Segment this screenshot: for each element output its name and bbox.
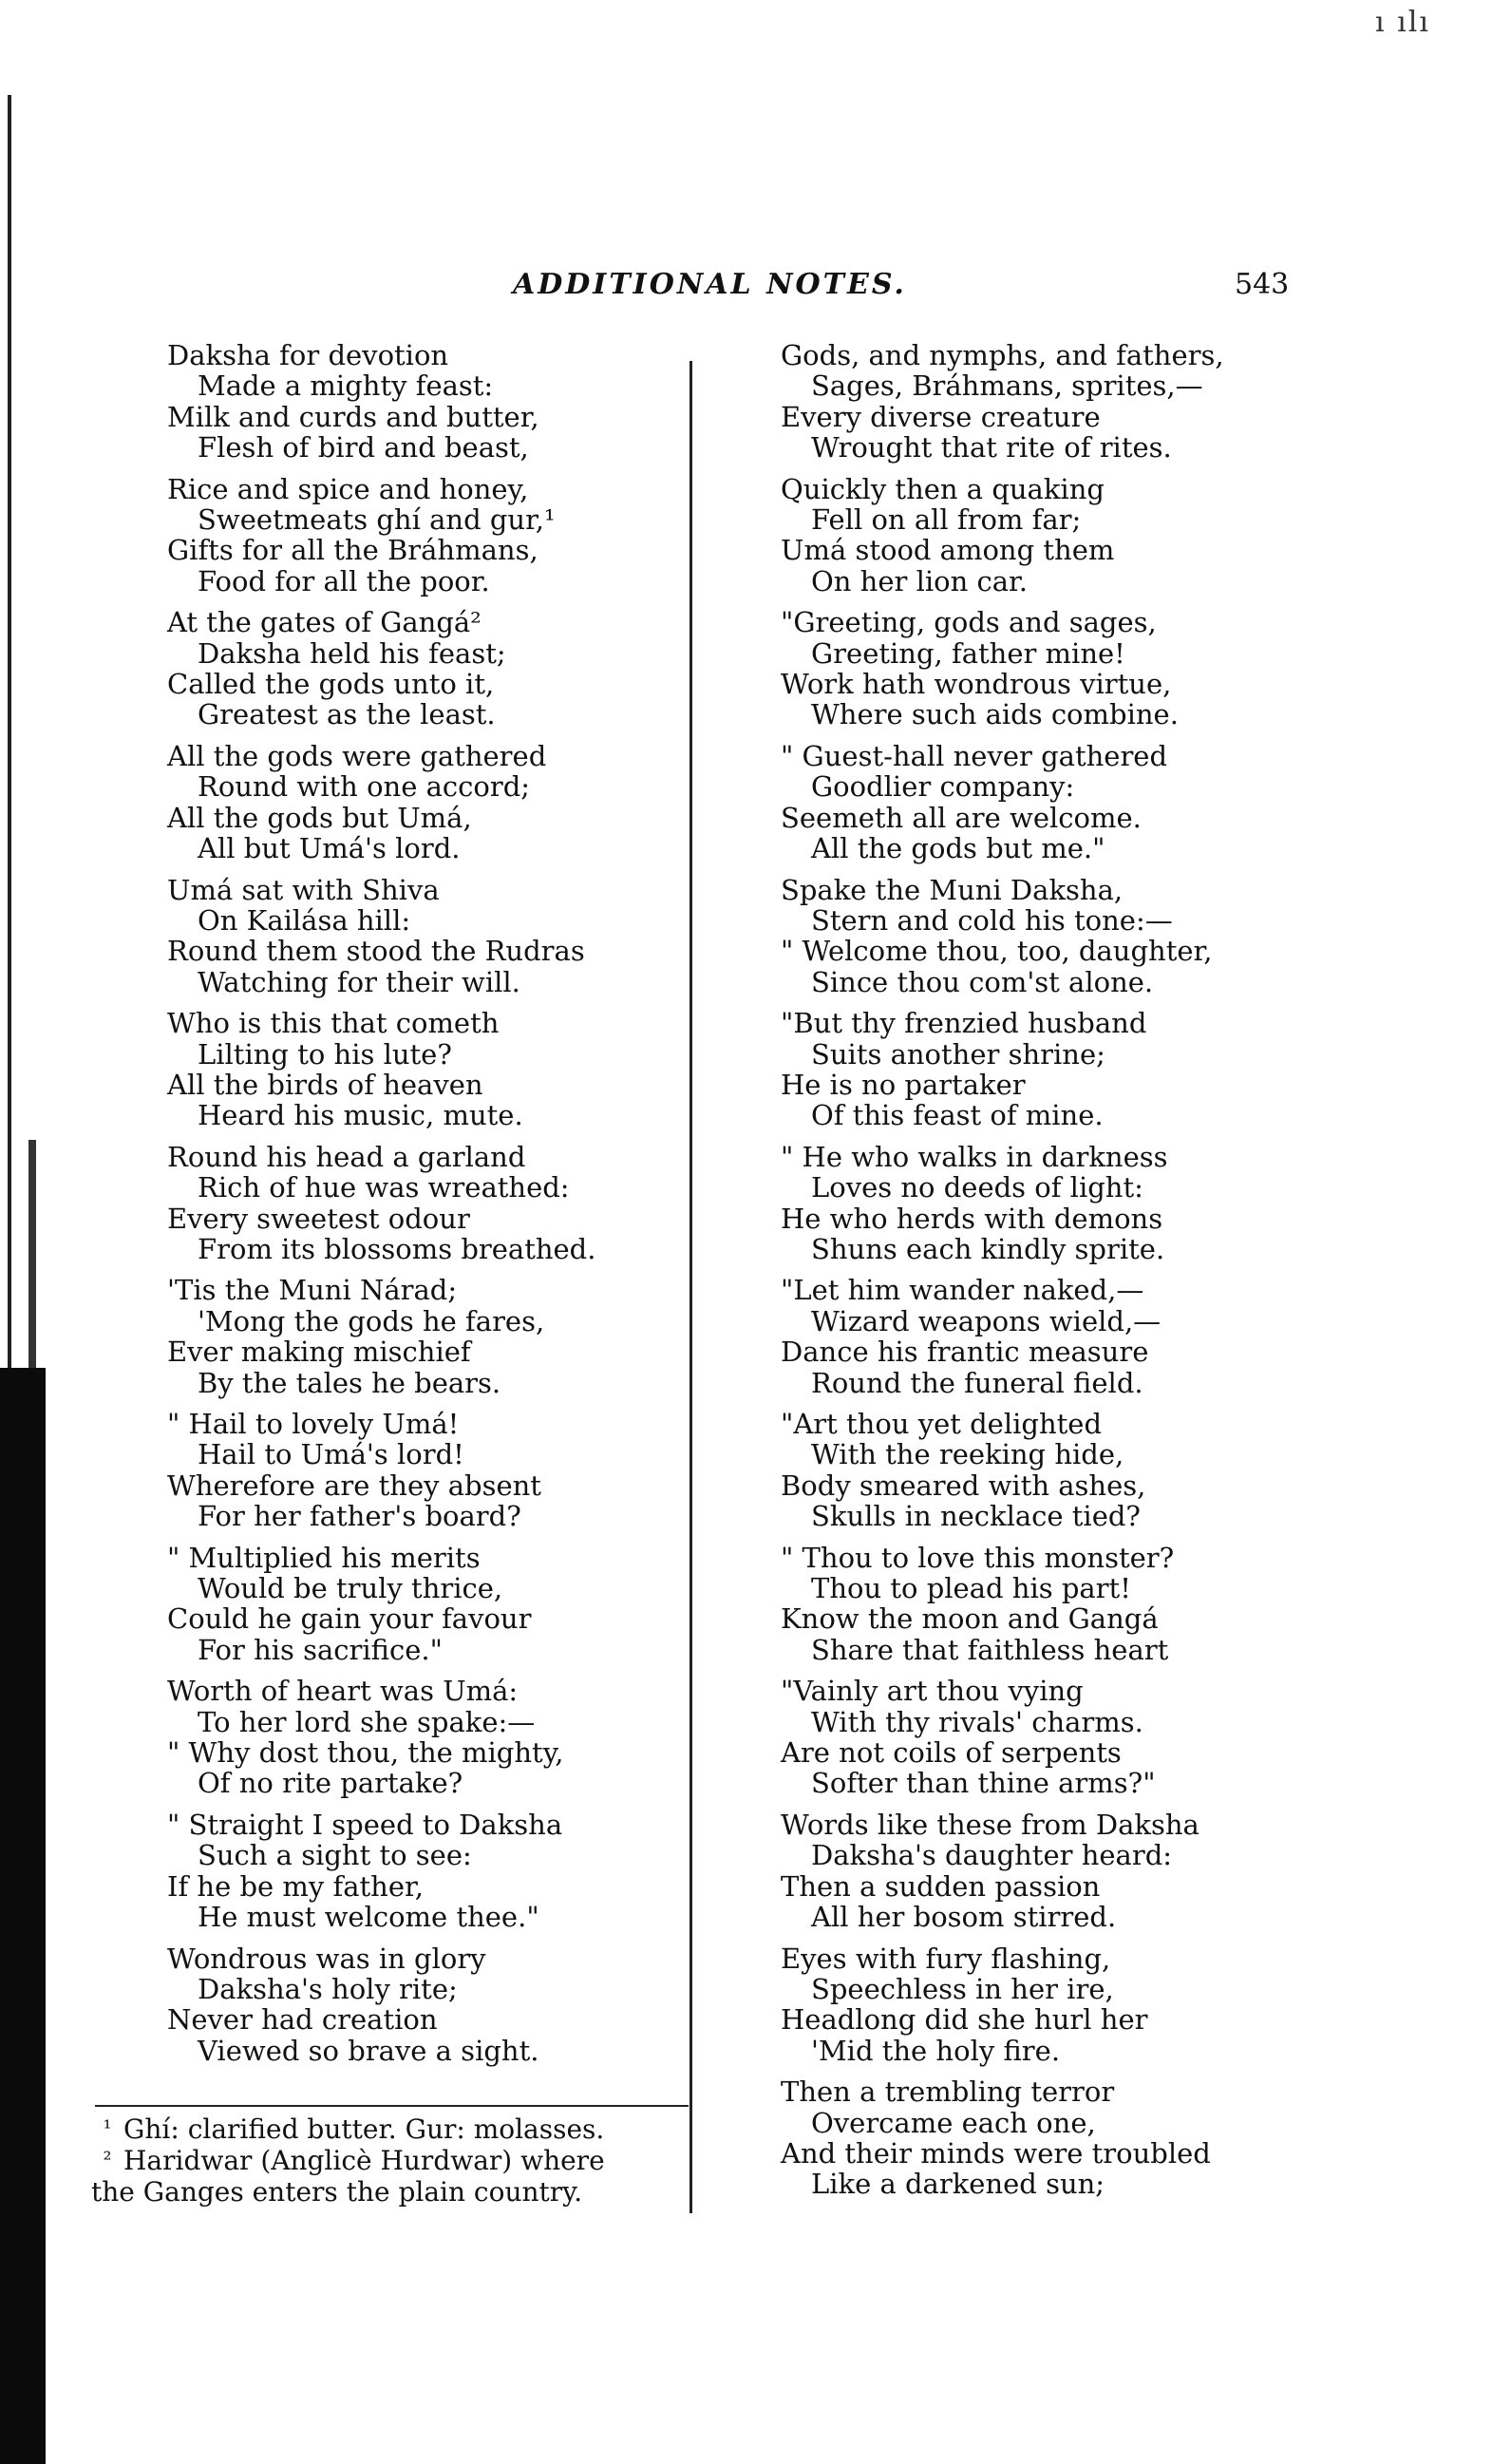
verse-line: Gods, and nymphs, and fathers, bbox=[781, 339, 1224, 371]
verse-line: Made a mighty feast: bbox=[198, 370, 494, 403]
stanza bbox=[167, 1008, 699, 1131]
verse-line: Gifts for all the Bráhmans, bbox=[167, 534, 538, 567]
verse-line: All the gods but me." bbox=[811, 832, 1105, 865]
verse-line: Wizard weapons wield,— bbox=[811, 1304, 1162, 1337]
binding-line bbox=[8, 95, 11, 1368]
verse-line: All the gods were gathered bbox=[167, 739, 547, 772]
verse-line: "But thy frenzied husband bbox=[781, 1007, 1147, 1040]
page-binding-edge bbox=[0, 0, 57, 2464]
verse-line: Never had creation bbox=[167, 2003, 438, 2037]
stanza bbox=[781, 340, 1350, 464]
stanza bbox=[167, 1543, 699, 1666]
verse-line: Of no rite partake? bbox=[198, 1767, 463, 1800]
verse-line: Then a sudden passion bbox=[781, 1869, 1101, 1903]
verse-line: With the reeking hide, bbox=[811, 1438, 1124, 1471]
verse-line: He must welcome thee." bbox=[198, 1901, 539, 1934]
verse-line: Daksha for devotion bbox=[167, 339, 449, 371]
verse-line: Of this feast of mine. bbox=[811, 1099, 1104, 1132]
verse-line: Greatest as the least. bbox=[198, 698, 496, 731]
stanza bbox=[167, 1142, 699, 1265]
verse-line: For her father's board? bbox=[198, 1500, 521, 1533]
running-title: ADDITIONAL NOTES. bbox=[513, 268, 907, 301]
verse-line: 'Mong the gods he fares, bbox=[198, 1304, 545, 1337]
verse-line: Stern and cold his tone:— bbox=[811, 903, 1173, 937]
verse-line: Shuns each kindly sprite. bbox=[811, 1232, 1165, 1265]
verse-line: He who herds with demons bbox=[781, 1202, 1163, 1235]
verse-line: Food for all the poor. bbox=[198, 564, 490, 597]
verse-line: Rich of hue was wreathed: bbox=[198, 1171, 570, 1204]
verse-line: Umá sat with Shiva bbox=[167, 873, 440, 906]
verse-line: Fell on all from far; bbox=[811, 503, 1082, 537]
left-poem-column bbox=[167, 340, 699, 2076]
verse-line: Where such aids combine. bbox=[811, 698, 1179, 731]
verse-line: Overcame each one, bbox=[811, 2106, 1096, 2139]
verse-line: Words like these from Daksha bbox=[781, 1808, 1199, 1841]
verse-line: " Thou to love this monster? bbox=[781, 1541, 1175, 1574]
verse-line: Are not coils of serpents bbox=[781, 1736, 1122, 1770]
stanza bbox=[781, 1943, 1350, 2067]
verse-line: " Guest-hall never gathered bbox=[781, 739, 1168, 772]
verse-line: Body smeared with ashes, bbox=[781, 1469, 1146, 1502]
verse-line: Daksha's holy rite; bbox=[198, 1972, 458, 2005]
verse-line: Greeting, father mine! bbox=[811, 636, 1125, 670]
verse-line: Share that faithless heart bbox=[811, 1633, 1169, 1666]
footnote-continuation: the Ganges enters the plain country. bbox=[91, 2176, 583, 2208]
verse-line: Would be truly thrice, bbox=[198, 1572, 503, 1605]
verse-line: Know the moon and Gangá bbox=[781, 1602, 1159, 1636]
verse-line: To her lord she spake:— bbox=[198, 1705, 536, 1738]
verse-line: Worth of heart was Umá: bbox=[167, 1675, 519, 1708]
verse-line: Softer than thine arms?" bbox=[811, 1767, 1156, 1800]
verse-line: "Art thou yet delighted bbox=[781, 1408, 1103, 1440]
verse-line: All the birds of heaven bbox=[167, 1068, 483, 1101]
verse-line: "Vainly art thou vying bbox=[781, 1675, 1084, 1708]
verse-line: Thou to plead his part! bbox=[811, 1572, 1131, 1605]
verse-line: " He who walks in darkness bbox=[781, 1140, 1168, 1173]
verse-line: Such a sight to see: bbox=[198, 1839, 472, 1872]
footnote-mark: ² bbox=[103, 2149, 112, 2172]
corner-mark: ı ılı bbox=[1375, 6, 1430, 39]
verse-line: Loves no deeds of light: bbox=[811, 1171, 1143, 1204]
page-number: 543 bbox=[1235, 268, 1290, 301]
verse-line: Speechless in her ire, bbox=[811, 1972, 1114, 2005]
stanza bbox=[167, 1275, 699, 1398]
verse-line: " Multiplied his merits bbox=[167, 1541, 481, 1574]
verse-line: Round with one accord; bbox=[198, 770, 531, 804]
verse-line: Like a darkened sun; bbox=[811, 2168, 1105, 2201]
stanza bbox=[781, 1142, 1350, 1265]
stanza bbox=[781, 1409, 1350, 1532]
verse-line: Eyes with fury flashing, bbox=[781, 1942, 1111, 1975]
verse-line: Called the gods unto it, bbox=[167, 668, 495, 701]
stanza bbox=[781, 2076, 1350, 2200]
verse-line: " Welcome thou, too, daughter, bbox=[781, 935, 1213, 968]
verse-line: On her lion car. bbox=[811, 564, 1028, 597]
verse-line: For his sacrifice." bbox=[198, 1633, 443, 1666]
footnote-text: Haridwar (Anglicè Hurdwar) where bbox=[123, 2145, 605, 2176]
footnote-rule bbox=[95, 2105, 689, 2107]
verse-line: At the gates of Gangá² bbox=[167, 606, 482, 639]
verse-line: Since thou com'st alone. bbox=[811, 965, 1154, 998]
verse-line: Every diverse creature bbox=[781, 400, 1101, 433]
verse-line: Goodlier company: bbox=[811, 770, 1075, 804]
verse-line: He is no partaker bbox=[781, 1068, 1026, 1101]
verse-line: Round them stood the Rudras bbox=[167, 935, 585, 968]
verse-line: Viewed so brave a sight. bbox=[198, 2034, 539, 2067]
stanza bbox=[781, 1676, 1350, 1799]
verse-line: "Greeting, gods and sages, bbox=[781, 606, 1157, 639]
binding-shadow bbox=[0, 1368, 46, 2464]
verse-line: Seemeth all are welcome. bbox=[781, 801, 1142, 834]
verse-line: Daksha held his feast; bbox=[198, 636, 506, 670]
stanza bbox=[781, 1543, 1350, 1666]
verse-line: Round his head a garland bbox=[167, 1140, 526, 1173]
verse-line: Flesh of bird and beast, bbox=[198, 431, 529, 464]
verse-line: Dance his frantic measure bbox=[781, 1336, 1149, 1369]
stanza bbox=[167, 607, 699, 730]
footnote bbox=[91, 2113, 689, 2145]
column-divider bbox=[689, 361, 692, 2213]
stanza bbox=[167, 875, 699, 998]
verse-line: If he be my father, bbox=[167, 1869, 424, 1903]
stanza bbox=[167, 1943, 699, 2067]
verse-line: Rice and spice and honey, bbox=[167, 472, 529, 505]
verse-line: Umá stood among them bbox=[781, 534, 1115, 567]
verse-line: Wherefore are they absent bbox=[167, 1469, 541, 1502]
verse-line: 'Mid the holy fire. bbox=[811, 2034, 1061, 2067]
stanza bbox=[781, 474, 1350, 597]
stanza bbox=[167, 1676, 699, 1799]
verse-line: Every sweetest odour bbox=[167, 1202, 470, 1235]
verse-line: Spake the Muni Daksha, bbox=[781, 873, 1124, 906]
stanza bbox=[167, 741, 699, 864]
footnotes bbox=[91, 2113, 689, 2208]
verse-line: Suits another shrine; bbox=[811, 1037, 1105, 1071]
verse-line: Then a trembling terror bbox=[781, 2075, 1115, 2109]
verse-line: Milk and curds and butter, bbox=[167, 400, 539, 433]
verse-line: Headlong did she hurl her bbox=[781, 2003, 1148, 2037]
stanza bbox=[781, 741, 1350, 864]
verse-line: " Hail to lovely Umá! bbox=[167, 1408, 460, 1440]
verse-line: Hail to Umá's lord! bbox=[198, 1438, 464, 1471]
stanza bbox=[167, 1409, 699, 1532]
verse-line: Sweetmeats ghí and gur,¹ bbox=[198, 503, 556, 537]
stanza bbox=[781, 1008, 1350, 1131]
verse-line: " Why dost thou, the mighty, bbox=[167, 1736, 564, 1770]
stanza bbox=[167, 1810, 699, 1933]
binding-line bbox=[28, 1140, 36, 1368]
verse-line: All the gods but Umá, bbox=[167, 801, 472, 834]
stanza bbox=[781, 875, 1350, 998]
verse-line: Lilting to his lute? bbox=[198, 1037, 452, 1071]
stanza bbox=[781, 1810, 1350, 1933]
footnote-mark: ¹ bbox=[103, 2117, 112, 2141]
stanza bbox=[167, 340, 699, 464]
verse-line: Ever making mischief bbox=[167, 1336, 471, 1369]
verse-line: Who is this that cometh bbox=[167, 1007, 500, 1040]
footnote bbox=[91, 2145, 689, 2176]
verse-line: "Let him wander naked,— bbox=[781, 1274, 1144, 1307]
verse-line: Could he gain your favour bbox=[167, 1602, 532, 1636]
verse-line: Wrought that rite of rites. bbox=[811, 431, 1172, 464]
verse-line: Sages, Bráhmans, sprites,— bbox=[811, 370, 1203, 403]
verse-line: Work hath wondrous virtue, bbox=[781, 668, 1172, 701]
footnote-text: Ghí: clarified butter. Gur: molasses. bbox=[123, 2113, 605, 2145]
verse-line: All her bosom stirred. bbox=[811, 1901, 1117, 1934]
verse-line: And their minds were troubled bbox=[781, 2136, 1211, 2170]
stanza bbox=[781, 1275, 1350, 1398]
verse-line: Round the funeral field. bbox=[811, 1366, 1143, 1399]
verse-line: Watching for their will. bbox=[198, 965, 520, 998]
verse-line: Skulls in necklace tied? bbox=[811, 1500, 1141, 1533]
verse-line: Wondrous was in glory bbox=[167, 1942, 486, 1975]
verse-line: On Kailása hill: bbox=[198, 903, 411, 937]
stanza bbox=[781, 607, 1350, 730]
verse-line: From its blossoms breathed. bbox=[198, 1232, 596, 1265]
stanza bbox=[167, 474, 699, 597]
verse-line: Quickly then a quaking bbox=[781, 472, 1105, 505]
verse-line: 'Tis the Muni Nárad; bbox=[167, 1274, 458, 1307]
verse-line: All but Umá's lord. bbox=[198, 832, 461, 865]
verse-line: With thy rivals' charms. bbox=[811, 1705, 1143, 1738]
verse-line: Heard his music, mute. bbox=[198, 1099, 523, 1132]
right-poem-column bbox=[781, 340, 1350, 2210]
verse-line: Daksha's daughter heard: bbox=[811, 1839, 1173, 1872]
verse-line: " Straight I speed to Daksha bbox=[167, 1808, 563, 1841]
verse-line: By the tales he bears. bbox=[198, 1366, 501, 1399]
